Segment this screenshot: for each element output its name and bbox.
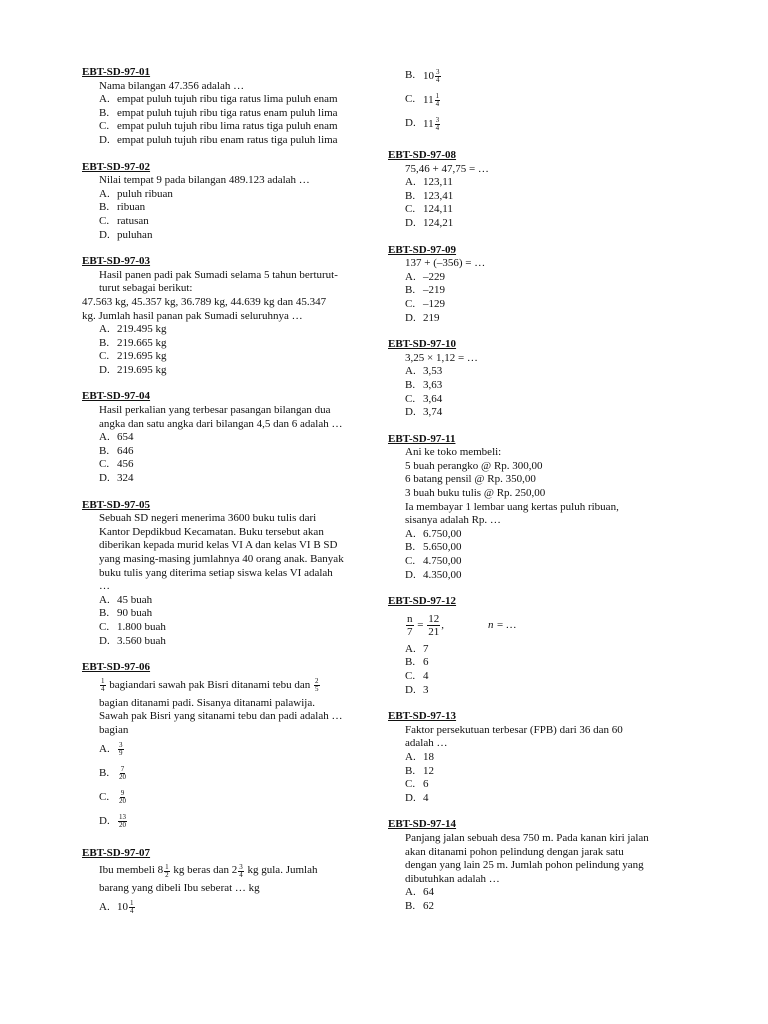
fraction-denominator: 5 [315,685,319,694]
answer-option [388,217,678,231]
answer-option [388,656,678,670]
equation-unknown: n = … [487,619,517,632]
stem-text: kg gula. Jumlah [244,864,318,877]
question-block [388,64,678,136]
option-label: B. [405,899,416,912]
option-label: C. [405,93,416,106]
fraction-numerator: 9 [120,789,125,798]
fraction-numerator: 3 [119,741,123,750]
question-block [388,433,678,583]
option-text: 90 buah [117,607,153,620]
fraction-numerator: 13 [119,813,126,822]
option-label: A. [99,93,110,106]
question-stem: adalah … [405,737,448,750]
stem-text: bagiandari sawah pak Bisri ditanami tebu dan [106,678,313,691]
answer-option [388,176,678,190]
option-label: A. [405,750,416,763]
option-label: D. [99,363,110,376]
option-label: C. [99,350,110,363]
option-label: C. [99,458,110,471]
answer-option [388,284,678,298]
option-label: A. [405,642,416,655]
option-label: C. [405,297,416,310]
option-label: D. [405,683,416,696]
question-block [82,661,372,833]
stem-text: kg beras dan 2 [170,864,238,877]
fraction-numerator: 7 [120,765,125,774]
option-value [117,766,372,781]
question-block [388,818,678,913]
right-column [388,64,678,927]
fraction-numerator: n [407,613,413,626]
option-label: C. [405,555,416,568]
option-value [117,742,372,757]
fraction-numerator: 3 [435,115,440,124]
option-label: B. [99,201,110,214]
answer-option [82,762,372,786]
answer-option [388,271,678,285]
answer-option [388,541,678,555]
option-label: B. [99,607,110,620]
answer-option [388,112,678,136]
answer-option [388,643,678,657]
fraction-denominator: 4 [130,907,134,916]
answer-option [388,406,678,420]
fraction [435,93,441,108]
option-text: 4 [423,670,429,682]
question-id: EBT-SD-97-05 [82,498,151,511]
option-text: empat puluh tujuh ribu tiga ratus enam puluh lima [117,106,338,119]
fraction-numerator: 3 [239,862,243,871]
question-stem: Hasil perkalian yang terbesar pasangan bilangan dua [99,404,331,417]
question-block [82,161,372,243]
question-block [388,595,678,697]
option-label: D. [99,133,110,146]
answer-option [82,229,372,243]
answer-option [82,621,372,635]
fraction-denominator: 4 [435,99,440,108]
question-stem: 5 buah perangko @ Rp. 300,00 [405,459,543,472]
question-stem: dibutuhkan adalah … [405,872,500,885]
option-label: B. [99,766,110,779]
fraction [118,790,127,805]
option-text: 324 [117,472,134,485]
equation-line [388,609,678,643]
option-text: 124,11 [423,203,453,216]
fraction-numerator: 1 [101,677,105,686]
answer-option [82,188,372,202]
option-label: D. [99,634,110,647]
question-block [388,244,678,326]
option-text: –129 [423,297,445,310]
answer-option [388,298,678,312]
equation-sign: = [414,619,427,632]
option-text: 4.350,00 [423,568,462,581]
option-label: B. [99,444,110,457]
fraction-numerator: 3 [436,67,440,76]
option-value [423,93,678,108]
option-text: 7 [423,642,429,655]
question-id: EBT-SD-97-02 [82,160,151,173]
option-text: 3,53 [423,365,443,378]
option-label: D. [405,117,416,130]
question-stem: Sawah pak Bisri yang sitanami tebu dan padi adalah … [99,710,343,723]
answer-option [82,607,372,621]
question-stem: diberikan kepada murid kelas VI A dan kelas VI B SD [99,539,338,552]
option-label: C. [405,778,416,791]
question-block [388,338,678,420]
option-label: B. [405,189,416,202]
option-label: A. [99,187,110,200]
option-label: B. [405,764,416,777]
question-stem: 137 + (–356) = … [405,257,486,270]
option-label: C. [99,790,110,803]
question-block [82,499,372,649]
fraction [427,613,440,638]
fraction [406,613,414,638]
option-value [117,790,372,805]
answer-option [388,379,678,393]
fraction [314,678,320,693]
answer-option [388,569,678,583]
question-id: EBT-SD-97-07 [82,846,151,859]
fraction-denominator: 20 [119,821,126,830]
question-stem: 3 buah buku tulis @ Rp. 250,00 [405,487,546,500]
option-label: B. [405,284,416,297]
answer-option [388,64,678,88]
option-label: D. [405,406,416,419]
question-id: EBT-SD-97-01 [82,66,151,78]
option-label: A. [99,900,110,913]
question-id: EBT-SD-97-13 [388,710,457,723]
option-text: 6 [423,656,429,669]
question-stem: bagian [99,723,129,736]
answer-option [82,134,372,148]
answer-option [388,751,678,765]
answer-option [82,107,372,121]
answer-option [82,594,372,608]
answer-option [82,337,372,351]
question-block [82,390,372,485]
answer-option [388,900,678,914]
question-stem: kg. Jumlah hasil panan pak Sumadi seluruhnya … [82,309,303,322]
answer-option [388,365,678,379]
option-label: B. [405,541,416,554]
question-stem-line [82,860,372,882]
fraction [238,864,244,879]
option-text: ribuan [117,201,146,214]
option-label: B. [99,336,110,349]
option-label: D. [405,568,416,581]
fraction-numerator: 12 [428,613,440,626]
question-id: EBT-SD-97-11 [388,432,456,445]
answer-option [388,886,678,900]
question-stem: 3,25 × 1,12 = … [405,351,478,364]
fraction [118,766,127,781]
question-stem: Sebuah SD negeri menerima 3600 buku tulis dari [99,512,317,525]
option-text: 456 [117,458,134,471]
option-label: A. [405,365,416,378]
question-stem: 47.563 kg, 45.357 kg, 36.789 kg, 44.639 kg dan 45.347 [82,295,327,308]
option-text: 45 buah [117,593,153,606]
fraction [118,742,124,757]
option-text: –229 [423,270,445,283]
question-stem: bagian ditanami padi. Sisanya ditanami palawija. [99,696,315,709]
option-label: A. [99,593,110,606]
option-text: 123,41 [423,189,454,202]
option-text: 5.650,00 [423,541,462,554]
question-id: EBT-SD-97-06 [82,661,151,674]
option-label: A. [99,431,110,444]
option-value [423,117,678,132]
fraction-denominator: 20 [119,797,126,806]
question-block [82,66,372,148]
answer-option [82,786,372,810]
option-label: A. [405,886,416,899]
question-block [82,255,372,377]
fraction-denominator: 9 [119,749,123,758]
question-stem: barang yang dibeli Ibu seberat … kg [99,882,260,895]
option-text: 3 [423,683,429,696]
question-stem: sisanya adalah Rp. … [405,514,501,527]
option-text: 3,74 [423,406,443,419]
option-text: 124,21 [423,216,454,229]
option-label: D. [405,216,416,229]
option-value [117,814,372,829]
whole-number: 10 [117,901,128,914]
option-label: D. [99,814,110,827]
fraction [100,678,106,693]
answer-option [82,810,372,834]
fraction [435,117,441,132]
option-text: puluhan [117,228,153,241]
question-id: EBT-SD-97-09 [388,243,457,256]
equation-comma: , [441,619,444,632]
option-label: A. [99,742,110,755]
answer-option [82,93,372,107]
answer-option [82,323,372,337]
question-id: EBT-SD-97-14 [388,818,457,831]
option-text: empat puluh tujuh ribu lima ratus tiga puluh enam [117,120,338,133]
option-label: C. [405,670,416,682]
option-text: 12 [423,764,434,777]
question-block [388,710,678,805]
question-stem: buku tulis yang diterima setiap siswa kelas VI adalah [99,566,333,579]
answer-option [388,778,678,792]
option-label: C. [405,392,416,405]
answer-option [82,201,372,215]
option-text: 219 [423,311,440,324]
answer-option [388,203,678,217]
option-text: 64 [423,886,434,899]
option-label: D. [405,311,416,324]
fraction-numerator: 2 [315,677,319,686]
whole-number: 11 [423,117,434,130]
answer-option [82,431,372,445]
answer-option [388,312,678,326]
option-label: C. [99,120,110,133]
fraction-denominator: 21 [428,626,440,639]
option-label: B. [405,69,416,82]
question-stem: 75,46 + 47,75 = … [405,162,489,175]
fraction-denominator: 2 [165,870,169,879]
fraction-numerator: 1 [435,91,440,100]
question-stem: Panjang jalan sebuah desa 750 m. Pada kanan kiri jalan [405,831,649,844]
option-label: C. [405,203,416,216]
question-id: EBT-SD-97-08 [388,149,457,161]
option-label: A. [405,176,416,189]
option-label: C. [99,620,110,633]
whole-number: 11 [423,93,434,106]
option-value [423,69,678,84]
option-text: 646 [117,444,134,457]
option-text: 62 [423,899,434,912]
question-id: EBT-SD-97-12 [388,595,457,608]
answer-option [388,190,678,204]
option-text: 219.695 kg [117,350,167,363]
option-text: 4 [423,791,429,804]
fraction-denominator: 4 [239,870,243,879]
answer-option [388,792,678,806]
question-block [82,847,372,920]
fraction [129,900,135,915]
fraction-numerator: 1 [130,899,134,908]
option-text: 3.560 buah [117,634,166,647]
option-label: C. [99,214,110,227]
fraction [435,69,441,84]
option-label: A. [405,270,416,283]
answer-option [388,88,678,112]
option-label: A. [405,527,416,540]
answer-option [388,555,678,569]
question-stem: Ani ke toko membeli: [405,446,502,459]
question-stem: Ia membayar 1 lembar uang kertas puluh ribuan, [405,500,619,513]
option-text: 4.750,00 [423,555,462,568]
option-text: –219 [423,284,445,297]
option-text: 123,11 [423,176,453,189]
answer-option [82,472,372,486]
option-label: B. [405,656,416,669]
fraction-denominator: 4 [101,685,105,694]
fraction [118,814,127,829]
question-block [388,149,678,231]
option-label: B. [99,106,110,119]
answer-option [388,765,678,779]
whole-number: 10 [423,69,434,82]
answer-option [388,670,678,684]
question-stem: Hasil panen padi pak Sumadi selama 5 tahun berturut- [99,268,338,281]
left-column [82,66,372,933]
fraction-denominator: 4 [435,123,440,132]
fraction-numerator: 1 [165,862,169,871]
answer-option [82,215,372,229]
option-label: B. [405,378,416,391]
question-id: EBT-SD-97-04 [82,390,151,403]
question-stem: dengan yang lain 25 m. Jumlah pohon pelindung yang [405,859,644,872]
fraction-denominator: 20 [119,773,126,782]
answer-option [388,393,678,407]
option-text: 3,63 [423,378,443,391]
fraction-denominator: 7 [407,626,413,639]
option-label: A. [99,323,110,336]
answer-option [82,738,372,762]
answer-option [388,528,678,542]
option-text: 219.495 kg [117,323,167,336]
option-text: puluh ribuan [117,187,173,200]
stem-text: Ibu membeli 8 [99,864,164,877]
question-stem: Kantor Depdikbud Kecamatan. Buku tersebut akan [99,525,324,538]
option-text: 1.800 buah [117,620,166,633]
question-stem-line [82,675,372,697]
question-stem: Nilai tempat 9 pada bilangan 489.123 adalah … [99,174,310,187]
question-stem: angka dan satu angka dari bilangan 4,5 dan 6 adalah … [99,417,343,430]
fraction-denominator: 4 [436,75,440,84]
option-text: empat puluh tujuh ribu enam ratus tiga puluh lima [117,133,338,146]
question-stem: yang masing-masing jumlahnya 40 orang anak. Banyak [99,553,344,565]
option-text: 3,64 [423,392,443,405]
option-text: 654 [117,431,134,444]
answer-option [82,120,372,134]
option-label: D. [405,791,416,804]
answer-option [82,445,372,459]
question-stem: turut sebagai berikut: [99,282,193,295]
question-stem: Faktor persekutuan terbesar (FPB) dari 36 dan 60 [405,723,623,736]
option-text: 6.750,00 [423,527,462,540]
question-stem: … [99,580,110,593]
option-value [117,900,372,915]
option-label: D. [99,472,110,485]
option-text: 219.665 kg [117,336,167,349]
question-stem: akan ditanami pohon pelindung dengan jarak satu [405,845,624,858]
option-text: empat puluh tujuh ribu tiga ratus lima puluh enam [117,93,338,106]
question-id: EBT-SD-97-10 [388,338,457,351]
fraction [164,864,170,879]
answer-option [82,635,372,649]
option-text: 6 [423,778,429,791]
option-text: 219.695 kg [117,363,167,376]
answer-option [82,896,372,920]
option-text: 18 [423,750,434,763]
answer-option [82,350,372,364]
question-stem: Nama bilangan 47.356 adalah … [99,79,245,92]
answer-option [388,684,678,698]
option-label: D. [99,228,110,241]
answer-option [82,364,372,378]
question-stem: 6 batang pensil @ Rp. 350,00 [405,473,536,486]
option-text: ratusan [117,214,149,227]
question-id: EBT-SD-97-03 [82,255,151,268]
answer-option [82,458,372,472]
